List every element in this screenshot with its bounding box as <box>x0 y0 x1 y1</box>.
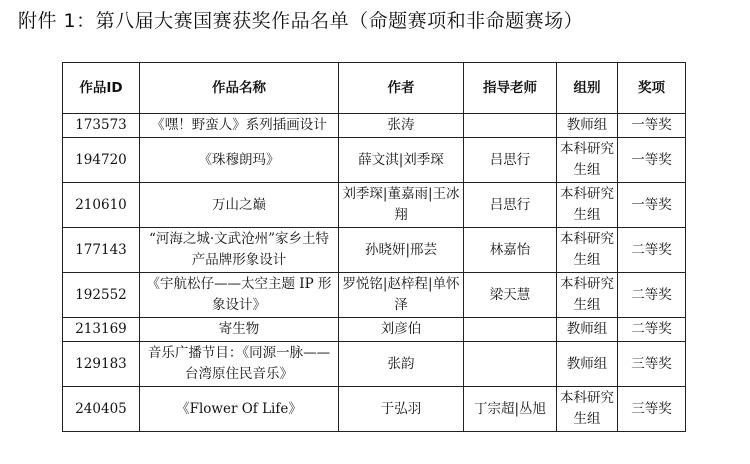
cell-group: 教师组 <box>557 114 618 138</box>
cell-award: 一等奖 <box>618 183 686 228</box>
header-author: 作者 <box>339 63 464 114</box>
award-table <box>62 62 686 432</box>
cell-work-id: 240405 <box>63 387 140 432</box>
table-body <box>63 114 686 432</box>
cell-work-name: “河海之城·文武沧州”家乡土特产品牌形象设计 <box>140 228 339 273</box>
cell-author: 罗悦铭|赵梓程|单怀泽 <box>339 273 464 318</box>
cell-author: 薛文淇|刘季琛 <box>339 138 464 183</box>
cell-work-id: 192552 <box>63 273 140 318</box>
table-row <box>63 228 686 273</box>
cell-work-id: 194720 <box>63 138 140 183</box>
header-group: 组别 <box>557 63 618 114</box>
cell-advisor <box>464 114 557 138</box>
cell-group: 本科研究生组 <box>557 228 618 273</box>
cell-group: 本科研究生组 <box>557 183 618 228</box>
cell-award: 三等奖 <box>618 387 686 432</box>
table-row <box>63 273 686 318</box>
cell-group: 本科研究生组 <box>557 273 618 318</box>
cell-award: 一等奖 <box>618 138 686 183</box>
cell-work-id: 210610 <box>63 183 140 228</box>
cell-advisor <box>464 342 557 387</box>
cell-work-name: 《宇航松仔——太空主题 IP 形象设计》 <box>140 273 339 318</box>
cell-group: 本科研究生组 <box>557 387 618 432</box>
table-row <box>63 114 686 138</box>
cell-author: 刘季琛|董嘉雨|王冰翔 <box>339 183 464 228</box>
table-row <box>63 387 686 432</box>
cell-author: 于弘羽 <box>339 387 464 432</box>
header-award: 奖项 <box>618 63 686 114</box>
cell-work-name: 万山之巅 <box>140 183 339 228</box>
table-row <box>63 318 686 342</box>
cell-group: 本科研究生组 <box>557 138 618 183</box>
table-row <box>63 138 686 183</box>
cell-work-name: 《珠穆朗玛》 <box>140 138 339 183</box>
cell-author: 张涛 <box>339 114 464 138</box>
cell-group: 教师组 <box>557 342 618 387</box>
cell-advisor: 林嘉怡 <box>464 228 557 273</box>
table-row <box>63 342 686 387</box>
table-header-row <box>63 63 686 114</box>
cell-award: 二等奖 <box>618 318 686 342</box>
cell-work-id: 173573 <box>63 114 140 138</box>
cell-advisor: 梁天慧 <box>464 273 557 318</box>
cell-advisor: 丁宗超|丛旭 <box>464 387 557 432</box>
cell-work-name: 音乐广播节目：《同源一脉——台湾原住民音乐》 <box>140 342 339 387</box>
cell-author: 刘彦伯 <box>339 318 464 342</box>
cell-author: 张韵 <box>339 342 464 387</box>
table-row <box>63 183 686 228</box>
cell-work-id: 177143 <box>63 228 140 273</box>
cell-work-name: 《嘿！野蛮人》系列插画设计 <box>140 114 339 138</box>
cell-work-id: 213169 <box>63 318 140 342</box>
header-advisor: 指导老师 <box>464 63 557 114</box>
page-title: 附件 1：第八届大赛国赛获奖作品名单（命题赛项和非命题赛场） <box>18 10 584 32</box>
cell-group: 教师组 <box>557 318 618 342</box>
cell-award: 二等奖 <box>618 273 686 318</box>
cell-advisor: 吕思行 <box>464 183 557 228</box>
cell-work-id: 129183 <box>63 342 140 387</box>
header-work-name: 作品名称 <box>140 63 339 114</box>
cell-work-name: 《Flower Of Life》 <box>140 387 339 432</box>
cell-award: 三等奖 <box>618 342 686 387</box>
header-work-id: 作品ID <box>63 63 140 114</box>
cell-award: 一等奖 <box>618 114 686 138</box>
cell-author: 孙晓妍|邢芸 <box>339 228 464 273</box>
cell-advisor: 吕思行 <box>464 138 557 183</box>
cell-award: 二等奖 <box>618 228 686 273</box>
cell-work-name: 寄生物 <box>140 318 339 342</box>
cell-advisor <box>464 318 557 342</box>
